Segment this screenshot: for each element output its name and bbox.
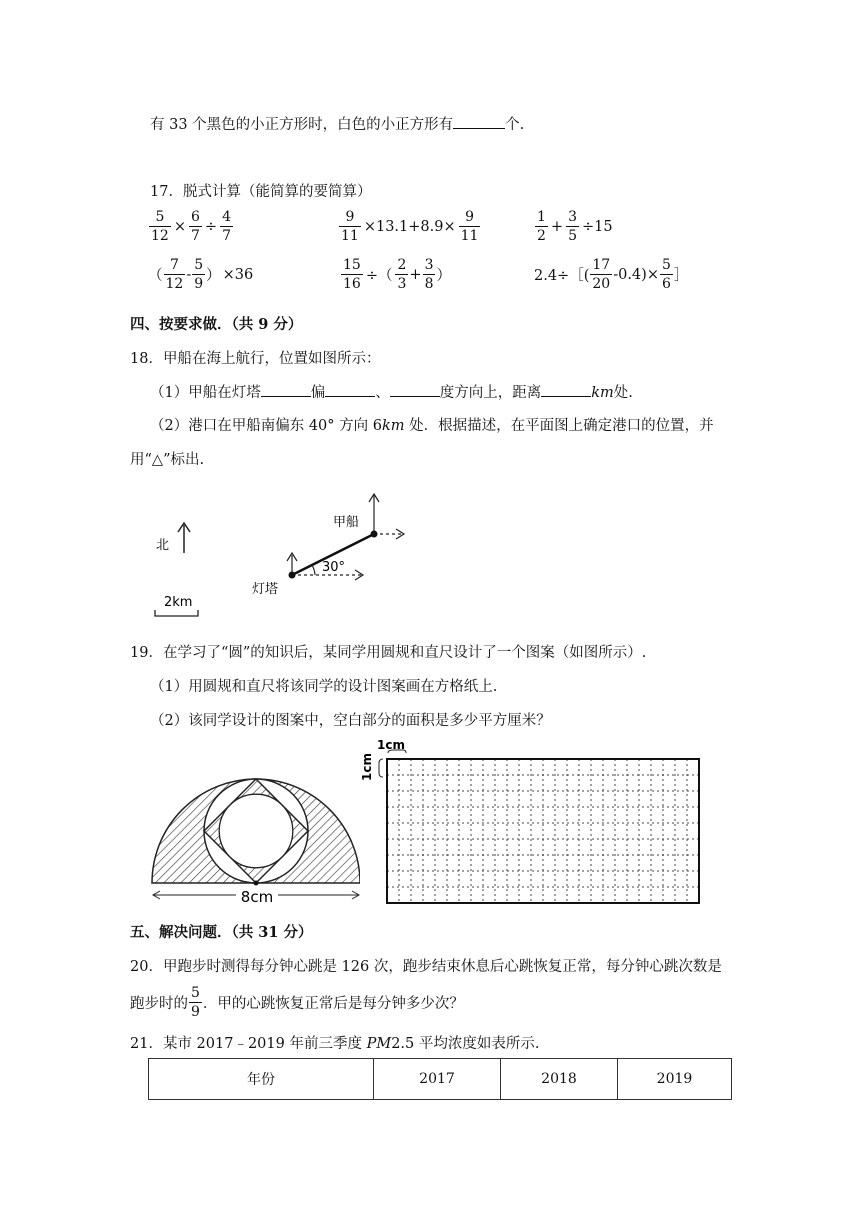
answer-blank xyxy=(325,382,375,397)
q18-title: 18．甲船在海上航行，位置如图所示： xyxy=(130,351,381,367)
answer-blank xyxy=(261,382,311,397)
table-cell: 2019 xyxy=(618,1059,732,1100)
q17-expr-1: $\frac{5}{12}$ × $\frac{6}{7}$ ÷ $\frac{4}{7}$ xyxy=(151,209,231,244)
q18-part1: （1）甲船在灯塔 偏 、 度方向上，距离 km处. xyxy=(150,381,633,402)
q19-part2: （2）该同学设计的图案中，空白部分的面积是多少平方厘米？ xyxy=(150,713,551,729)
q21-title: 21．某市 2017﹣2019 年前三季度 PM2.5 平均浓度如表所示. xyxy=(130,1036,540,1052)
fraction: $\frac{5}{6}$ xyxy=(661,257,671,292)
fraction: $\frac{9}{11}$ xyxy=(460,209,479,244)
lighthouse-point xyxy=(289,572,296,579)
pm25-table xyxy=(148,1058,732,1100)
side-unit-label: 1cm xyxy=(360,753,374,781)
grid-paper xyxy=(355,735,715,910)
angle-label: 30° xyxy=(322,560,346,575)
fraction: $\frac{5}{9}$ xyxy=(191,985,200,1020)
fraction: $\frac{17}{20}$ xyxy=(592,257,611,292)
fraction: $\frac{15}{16}$ xyxy=(343,257,361,292)
table-cell: 年份 xyxy=(149,1059,374,1100)
table-cell: 2017 xyxy=(374,1059,501,1100)
q16-tail xyxy=(150,113,524,134)
lighthouse-label: 灯塔 xyxy=(252,582,279,597)
q17-expr-2: $\frac{9}{11}$ ×13.1+8.9× $\frac{9}{11}$ xyxy=(341,209,479,244)
q16-text-end: 个. xyxy=(505,117,525,133)
ship-label: 甲船 xyxy=(333,515,360,530)
section-5-heading: 五、解决问题．（共 31 分） xyxy=(130,924,313,941)
q18-part2-line2: 用“△”标出. xyxy=(130,452,205,468)
ship-position-figure xyxy=(140,485,420,620)
fraction: $\frac{1}{2}$ xyxy=(537,209,546,244)
answer-blank xyxy=(453,114,505,129)
fraction: $\frac{7}{12}$ xyxy=(165,257,184,292)
fraction: $\frac{5}{12}$ xyxy=(151,209,169,244)
q17-expr-4: （ $\frac{7}{12}$ - $\frac{5}{9}$ ） ×36 xyxy=(148,257,254,292)
scale-label: 2km xyxy=(164,595,193,610)
q20-line1: 20．甲跑步时测得每分钟心跳是 126 次，跑步结束休息后心跳恢复正常，每分钟心跳次数是 xyxy=(130,959,722,975)
fraction: $\frac{4}{7}$ xyxy=(222,209,231,244)
q16-text: 有 33 个黑色的小正方形时，白色的小正方形有 xyxy=(150,117,454,133)
q19-title: 19．在学习了“圆”的知识后，某同学用圆规和直尺设计了一个图案（如图所示）. xyxy=(130,645,647,661)
table-cell: 2018 xyxy=(501,1059,618,1100)
north-label: 北 xyxy=(156,538,170,553)
fraction: $\frac{3}{8}$ xyxy=(424,257,434,292)
answer-blank xyxy=(541,382,591,397)
scale-bar xyxy=(155,610,198,616)
q17-title: 17．脱式计算（能简算的要简算） xyxy=(150,184,372,200)
fraction: $\frac{5}{9}$ xyxy=(194,257,204,292)
fraction: $\frac{6}{7}$ xyxy=(190,209,200,244)
fraction: $\frac{3}{5}$ xyxy=(568,209,577,244)
table-header-row xyxy=(149,1059,732,1100)
answer-blank xyxy=(390,382,440,397)
q20-line2: 跑步时的 $\frac{5}{9}$ ．甲的心跳恢复正常后是每分钟多少次？ xyxy=(130,985,464,1020)
q18-part2-line1: （2）港口在甲船南偏东 40° 方向 6km 处．根据描述，在平面图上确定港口的位置，并 xyxy=(150,418,714,434)
q17-expr-5: $\frac{15}{16}$ ÷（ $\frac{2}{3}$ + $\frac{3}{8}$ ） xyxy=(343,257,451,292)
width-label: 8cm xyxy=(240,888,274,906)
section-4-heading: 四、按要求做．（共 9 分） xyxy=(130,316,303,333)
q17-expr-3: $\frac{1}{2}$ + $\frac{3}{5}$ ÷15 xyxy=(537,209,613,244)
fraction: $\frac{2}{3}$ xyxy=(397,257,407,292)
semicircle-design-figure xyxy=(140,745,360,910)
fraction: $\frac{9}{11}$ xyxy=(341,209,359,244)
ship-point xyxy=(371,531,378,538)
q19-part1: （1）用圆规和直尺将该同学的设计图案画在方格纸上. xyxy=(150,679,498,695)
top-unit-label: 1cm xyxy=(377,738,405,752)
q17-expr-6: 2.4÷［( $\frac{17}{20}$ -0.4)× $\frac{5}{6}$ ］ xyxy=(534,257,689,292)
